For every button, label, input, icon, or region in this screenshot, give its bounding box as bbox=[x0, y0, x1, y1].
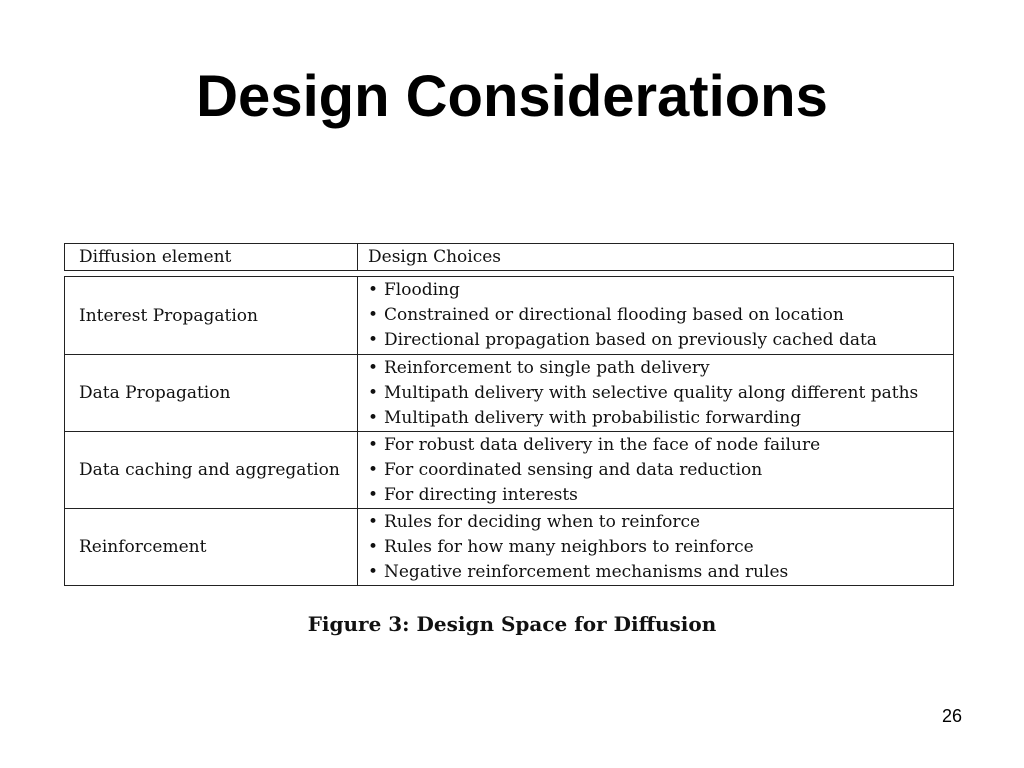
list-item bbox=[368, 433, 953, 458]
choice-text: Rules for how many neighbors to reinforce bbox=[384, 536, 754, 557]
list-item bbox=[368, 381, 953, 406]
choice-text: For robust data delivery in the face of node failure bbox=[384, 434, 821, 455]
list-item bbox=[368, 356, 953, 381]
row-choices bbox=[358, 509, 953, 585]
row-choices bbox=[358, 432, 953, 508]
design-space-table bbox=[64, 243, 954, 586]
list-item bbox=[368, 303, 953, 328]
bullet-icon: • bbox=[368, 305, 379, 325]
choice-text: For coordinated sensing and data reduction bbox=[384, 459, 763, 480]
header-design-choices bbox=[358, 244, 953, 270]
bullet-icon: • bbox=[368, 511, 379, 532]
list-item bbox=[368, 535, 953, 560]
list-item bbox=[368, 406, 953, 431]
list-item bbox=[368, 483, 953, 508]
header-design-choices-label: Design Choices bbox=[368, 247, 502, 267]
row-element-label: Reinforcement bbox=[65, 509, 358, 585]
choice-text: Multipath delivery with probabilistic forwarding bbox=[384, 407, 802, 428]
table-body bbox=[64, 276, 954, 586]
header-diffusion-element: Diffusion element bbox=[65, 244, 358, 270]
bullet-icon: • bbox=[368, 407, 379, 428]
row-choices bbox=[358, 277, 953, 354]
choice-text: Negative reinforcement mechanisms and rules bbox=[384, 561, 789, 582]
list-item bbox=[368, 458, 953, 483]
bullet-icon: • bbox=[368, 330, 379, 350]
choice-text: Constrained or directional flooding based on location bbox=[384, 305, 844, 325]
bullet-icon: • bbox=[368, 536, 379, 557]
slide-title: Design Considerations bbox=[196, 64, 828, 129]
bullet-icon: • bbox=[368, 382, 379, 403]
list-item bbox=[368, 560, 953, 585]
row-element-label: Interest Propagation bbox=[65, 277, 358, 354]
row-element-label: Data caching and aggregation bbox=[65, 432, 358, 508]
choice-text: Rules for deciding when to reinforce bbox=[384, 511, 701, 532]
table-row bbox=[65, 508, 953, 585]
table-row bbox=[65, 431, 953, 508]
choice-text: Directional propagation based on previously cached data bbox=[384, 330, 877, 350]
list-item bbox=[368, 328, 953, 353]
bullet-icon: • bbox=[368, 357, 379, 378]
table-header bbox=[64, 243, 954, 271]
bullet-icon: • bbox=[368, 280, 379, 300]
page-number: 26 bbox=[941, 706, 962, 726]
table-row bbox=[65, 354, 953, 431]
row-choices bbox=[358, 355, 953, 431]
choice-text: For directing interests bbox=[384, 484, 578, 505]
table-row bbox=[65, 277, 953, 354]
figure-caption: Figure 3: Design Space for Diffusion bbox=[307, 612, 717, 636]
bullet-icon: • bbox=[368, 459, 379, 480]
row-element-label: Data Propagation bbox=[65, 355, 358, 431]
list-item bbox=[368, 510, 953, 535]
choice-text: Multipath delivery with selective quality along different paths bbox=[384, 382, 919, 403]
choice-text: Reinforcement to single path delivery bbox=[384, 357, 710, 378]
bullet-icon: • bbox=[368, 561, 379, 582]
bullet-icon: • bbox=[368, 434, 379, 455]
bullet-icon: • bbox=[368, 484, 379, 505]
choice-text: Flooding bbox=[384, 280, 460, 300]
list-item bbox=[368, 278, 953, 303]
